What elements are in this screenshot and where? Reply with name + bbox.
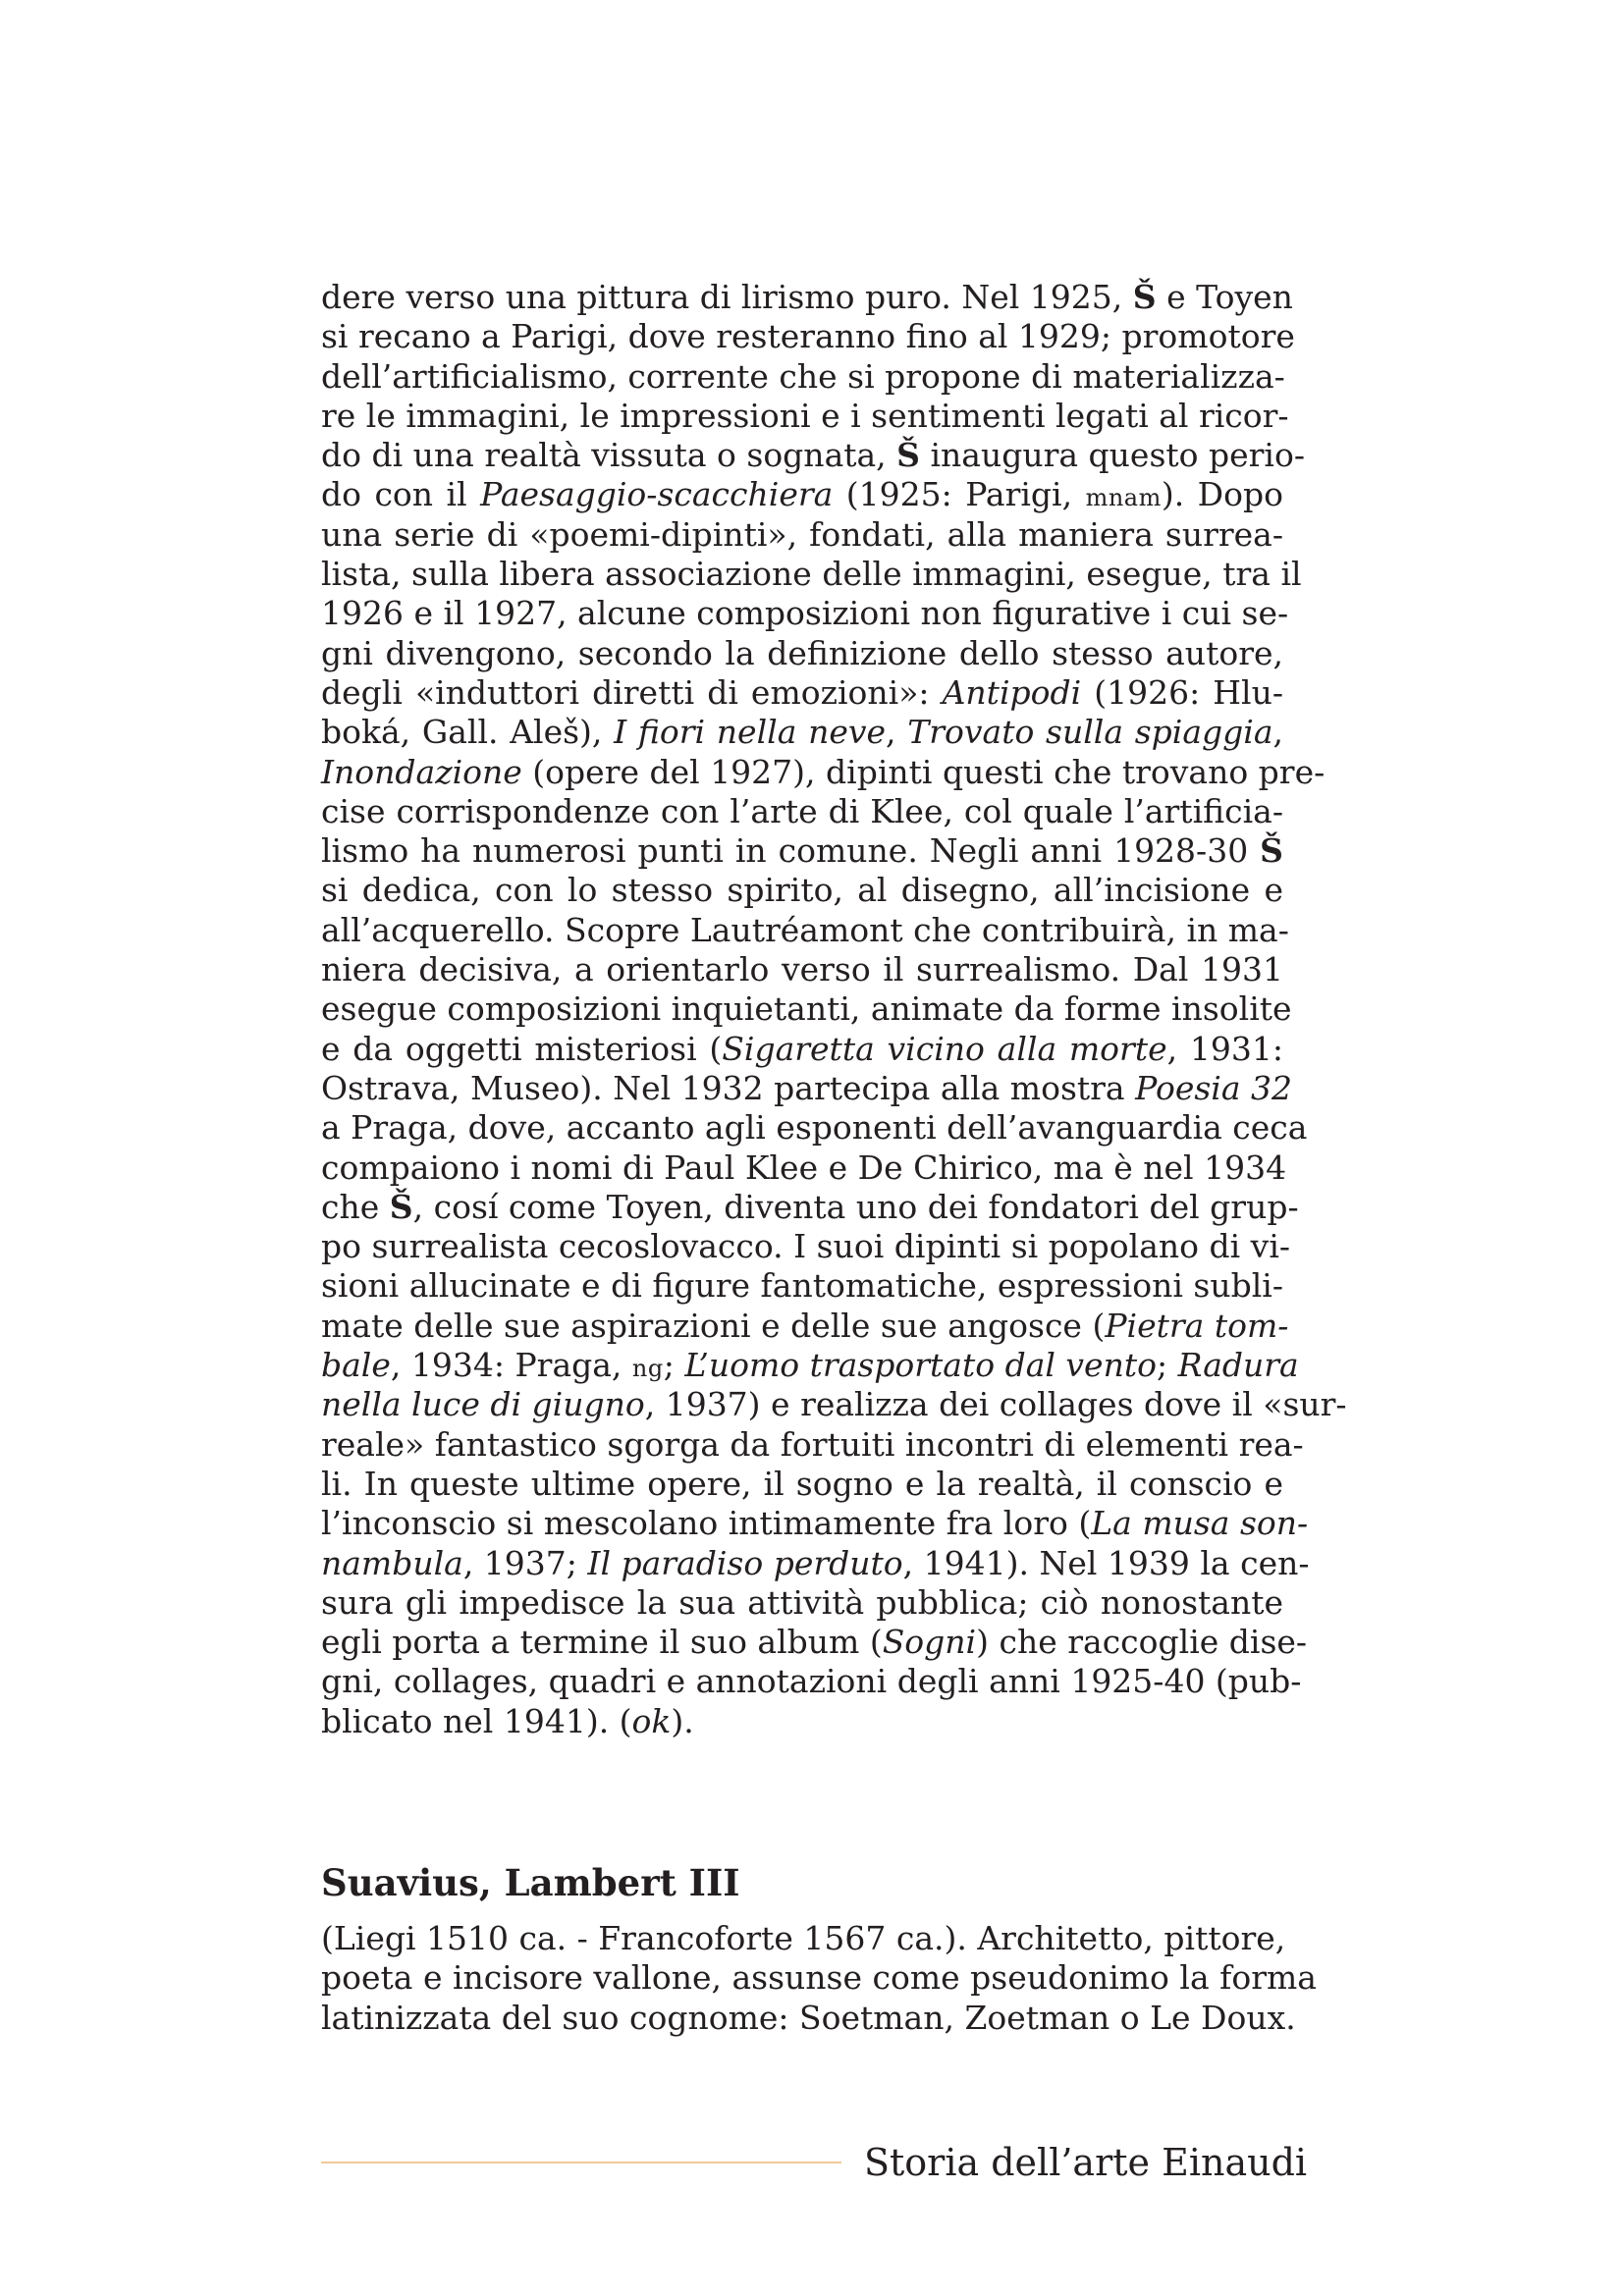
entry-text-block — [321, 1919, 1317, 2038]
footer-title: Storia dell’arte Einaudi — [864, 2141, 1308, 2184]
body-line: re le immagini, le impressioni e i sentimenti legati al ricor- — [321, 396, 1289, 435]
body-line: una serie di «poemi-dipinti», fondati, alla maniera surrea- — [321, 514, 1283, 554]
body-line: lismo ha numerosi punti in comune. Negli anni 1928-30 Š — [321, 831, 1283, 871]
body-line: dell’artificialismo, corrente che si propone di materializza- — [321, 356, 1285, 396]
entry-line: latinizzata del suo cognome: Soetman, Zoetman o Le Doux. — [321, 1998, 1296, 2037]
body-line: niera decisiva, a orientarlo verso il surrealismo. Dal 1931 — [321, 950, 1283, 989]
body-line: 1926 e il 1927, alcune composizioni non figurative i cui se- — [321, 594, 1289, 633]
body-line: po surrealista cecoslovacco. I suoi dipinti si popolano di vi- — [321, 1227, 1291, 1266]
body-line: e da oggetti misteriosi (Sigaretta vicino alla morte, 1931: — [321, 1029, 1283, 1068]
body-line: sioni allucinate e di figure fantomatiche, espressioni subli- — [321, 1266, 1283, 1306]
body-line: gni, collages, quadri e annotazioni degli anni 1925-40 (pub- — [321, 1662, 1302, 1701]
body-line: gni divengono, secondo la definizione dello stesso autore, — [321, 633, 1283, 672]
footer-rule — [321, 2162, 841, 2163]
body-line: che Š, cosí come Toyen, diventa uno dei fondatori del grup- — [321, 1187, 1299, 1226]
entry-line: (Liegi 1510 ca. - Francoforte 1567 ca.). Architetto, pittore, — [321, 1919, 1286, 1957]
main-text-block — [321, 278, 1347, 1741]
entry-line: poeta e incisore vallone, assunse come pseudonimo la forma — [321, 1958, 1317, 1998]
body-line: Inondazione (opere del 1927), dipinti questi che trovano pre- — [321, 752, 1325, 791]
body-line: si dedica, con lo stesso spirito, al disegno, all’incisione e — [321, 871, 1283, 910]
body-line: cise corrispondenze con l’arte di Klee, col quale l’artificia- — [321, 791, 1283, 830]
body-line: si recano a Parigi, dove resteranno fino al 1929; promotore — [321, 317, 1295, 356]
body-line: reale» fantastico sgorga da fortuiti incontri di elementi rea- — [321, 1424, 1304, 1464]
body-line: boká, Gall. Aleš), I fiori nella neve, Trovato sulla spiaggia, — [321, 713, 1283, 752]
body-line: sura gli impedisce la sua attività pubblica; ciò nonostante — [321, 1582, 1283, 1622]
body-line: li. In queste ultime opere, il sogno e la realtà, il conscio e — [321, 1464, 1283, 1503]
body-line: dere verso una pittura di lirismo puro. Nel 1925, Š e Toyen — [321, 278, 1293, 316]
body-line: mate delle sue aspirazioni e delle sue angosce (Pietra tom- — [321, 1306, 1289, 1345]
body-line: nambula, 1937; Il paradiso perduto, 1941). Nel 1939 la cen- — [321, 1543, 1310, 1582]
body-line: do con il Paesaggio-scacchiera (1925: Parigi, mnam). Dopo — [321, 475, 1283, 514]
body-line: egli porta a termine il suo album (Sogni) che raccoglie dise- — [321, 1623, 1308, 1662]
body-line: Ostrava, Museo). Nel 1932 partecipa alla mostra Poesia 32 — [321, 1068, 1292, 1107]
body-line: compaiono i nomi di Paul Klee e De Chirico, ma è nel 1934 — [321, 1148, 1287, 1187]
body-line: l’inconscio si mescolano intimamente fra loro (La musa son- — [321, 1504, 1309, 1543]
body-line: a Praga, dove, accanto agli esponenti dell’avanguardia ceca — [321, 1108, 1308, 1148]
body-line: nella luce di giugno, 1937) e realizza dei collages dove il «sur- — [321, 1385, 1347, 1424]
body-line: blicato nel 1941). (ok). — [321, 1701, 694, 1740]
entry-heading: Suavius, Lambert III — [321, 1861, 740, 1904]
body-line: bale, 1934: Praga, ng; L’uomo trasportato dal vento; Radura — [321, 1346, 1299, 1385]
body-line: lista, sulla libera associazione delle immagini, esegue, tra il — [321, 555, 1302, 594]
body-line: degli «induttori diretti di emozioni»: Antipodi (1926: Hlu- — [321, 672, 1283, 712]
body-line: do di una realtà vissuta o sognata, Š inaugura questo perio- — [321, 436, 1306, 475]
body-line: esegue composizioni inquietanti, animate da forme insolite — [321, 989, 1292, 1029]
body-line: all’acquerello. Scopre Lautréamont che contribuirà, in ma- — [321, 910, 1289, 949]
